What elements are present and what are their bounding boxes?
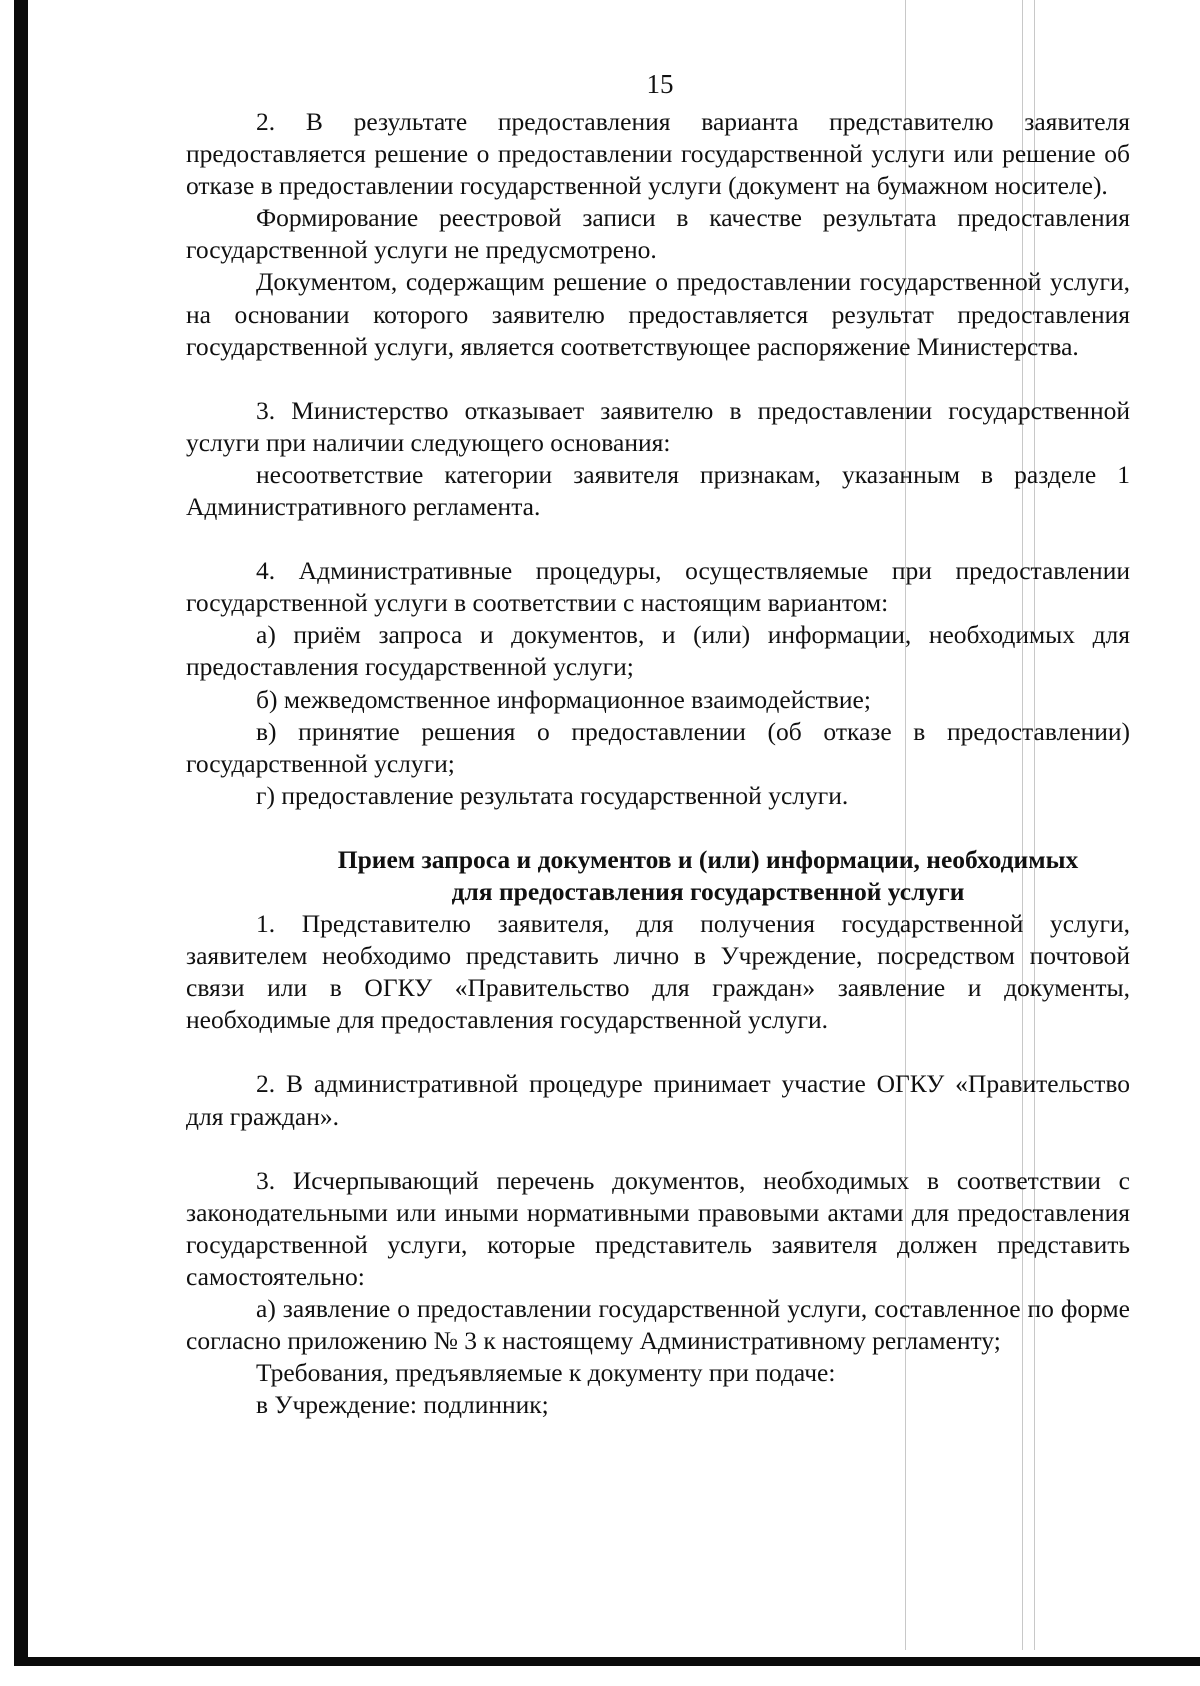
list-item: а) заявление о предоставлении государственной услуги, составленное по форме согласно приложению № 3 к настоящему Административному регламенту; xyxy=(186,1294,1130,1356)
list-item: б) межведомственное информационное взаимодействие; xyxy=(256,684,871,714)
paragraph: несоответствие категории заявителя признакам, указанным в разделе 1 Административного регламента. xyxy=(186,459,1130,522)
paragraph: 2. В административной процедуре принимает участие ОГКУ «Правительство для граждан». xyxy=(186,1069,1130,1131)
paragraph: 4. Административные процедуры, осуществляемые при предоставлении государственной услуги в соответствии с настоящим вариантом: xyxy=(186,556,1130,618)
paragraph: 3. Министерство отказывает заявителю в предоставлении государственной услуги при наличии следующего основания: xyxy=(186,395,1130,457)
section-heading-line: для предоставления государственной услуги xyxy=(451,876,965,906)
paragraph: 3. Исчерпывающий перечень документов, необходимых в соответствии с законодательными или иными нормативными правовыми актами для предоставления государственной услуги, которые представитель заявителя должен представить самостоятельно: xyxy=(186,1165,1130,1291)
paragraph: Требования, предъявляемые к документу при подаче: xyxy=(256,1358,836,1388)
scan-bottom-border xyxy=(14,1657,1200,1666)
paragraph: Формирование реестровой записи в качестве результата предоставления государственной услуги не предусмотрено. xyxy=(186,203,1130,265)
list-item: а) приём запроса и документов, и (или) информации, необходимых для предоставления государственной услуги; xyxy=(186,620,1130,682)
paragraph: Документом, содержащим решение о предоставлении государственной услуги, на основании которого заявителю предоставляется результат предоставления государственной услуги, является соответствующее распоряжение Министерства. xyxy=(186,267,1130,361)
paragraph: 1. Представителю заявителя, для получения государственной услуги, заявителем необходимо представить лично в Учреждение, посредством почтовой связи или в ОГКУ «Правительство для граждан» заявление и документы, необходимые для предоставления государственной услуги. xyxy=(186,909,1130,1035)
page-number: 15 xyxy=(646,69,674,99)
section-heading-line: Прием запроса и документов и (или) информации, необходимых xyxy=(337,844,1079,874)
paragraph: 2. В результате предоставления варианта представителю заявителя предоставляется решение о предоставлении государственной услуги или решение об отказе в предоставлении государственной услуги (документ на бумажном носителе). xyxy=(186,107,1130,201)
document-body xyxy=(186,106,1130,1421)
section-heading xyxy=(186,844,1130,908)
scan-left-border xyxy=(14,0,28,1666)
paragraph: в Учреждение: подлинник; xyxy=(256,1390,549,1420)
list-item: г) предоставление результата государственной услуги. xyxy=(256,780,849,810)
list-item: в) принятие решения о предоставлении (об отказе в предоставлении) государственной услуги; xyxy=(186,716,1130,778)
